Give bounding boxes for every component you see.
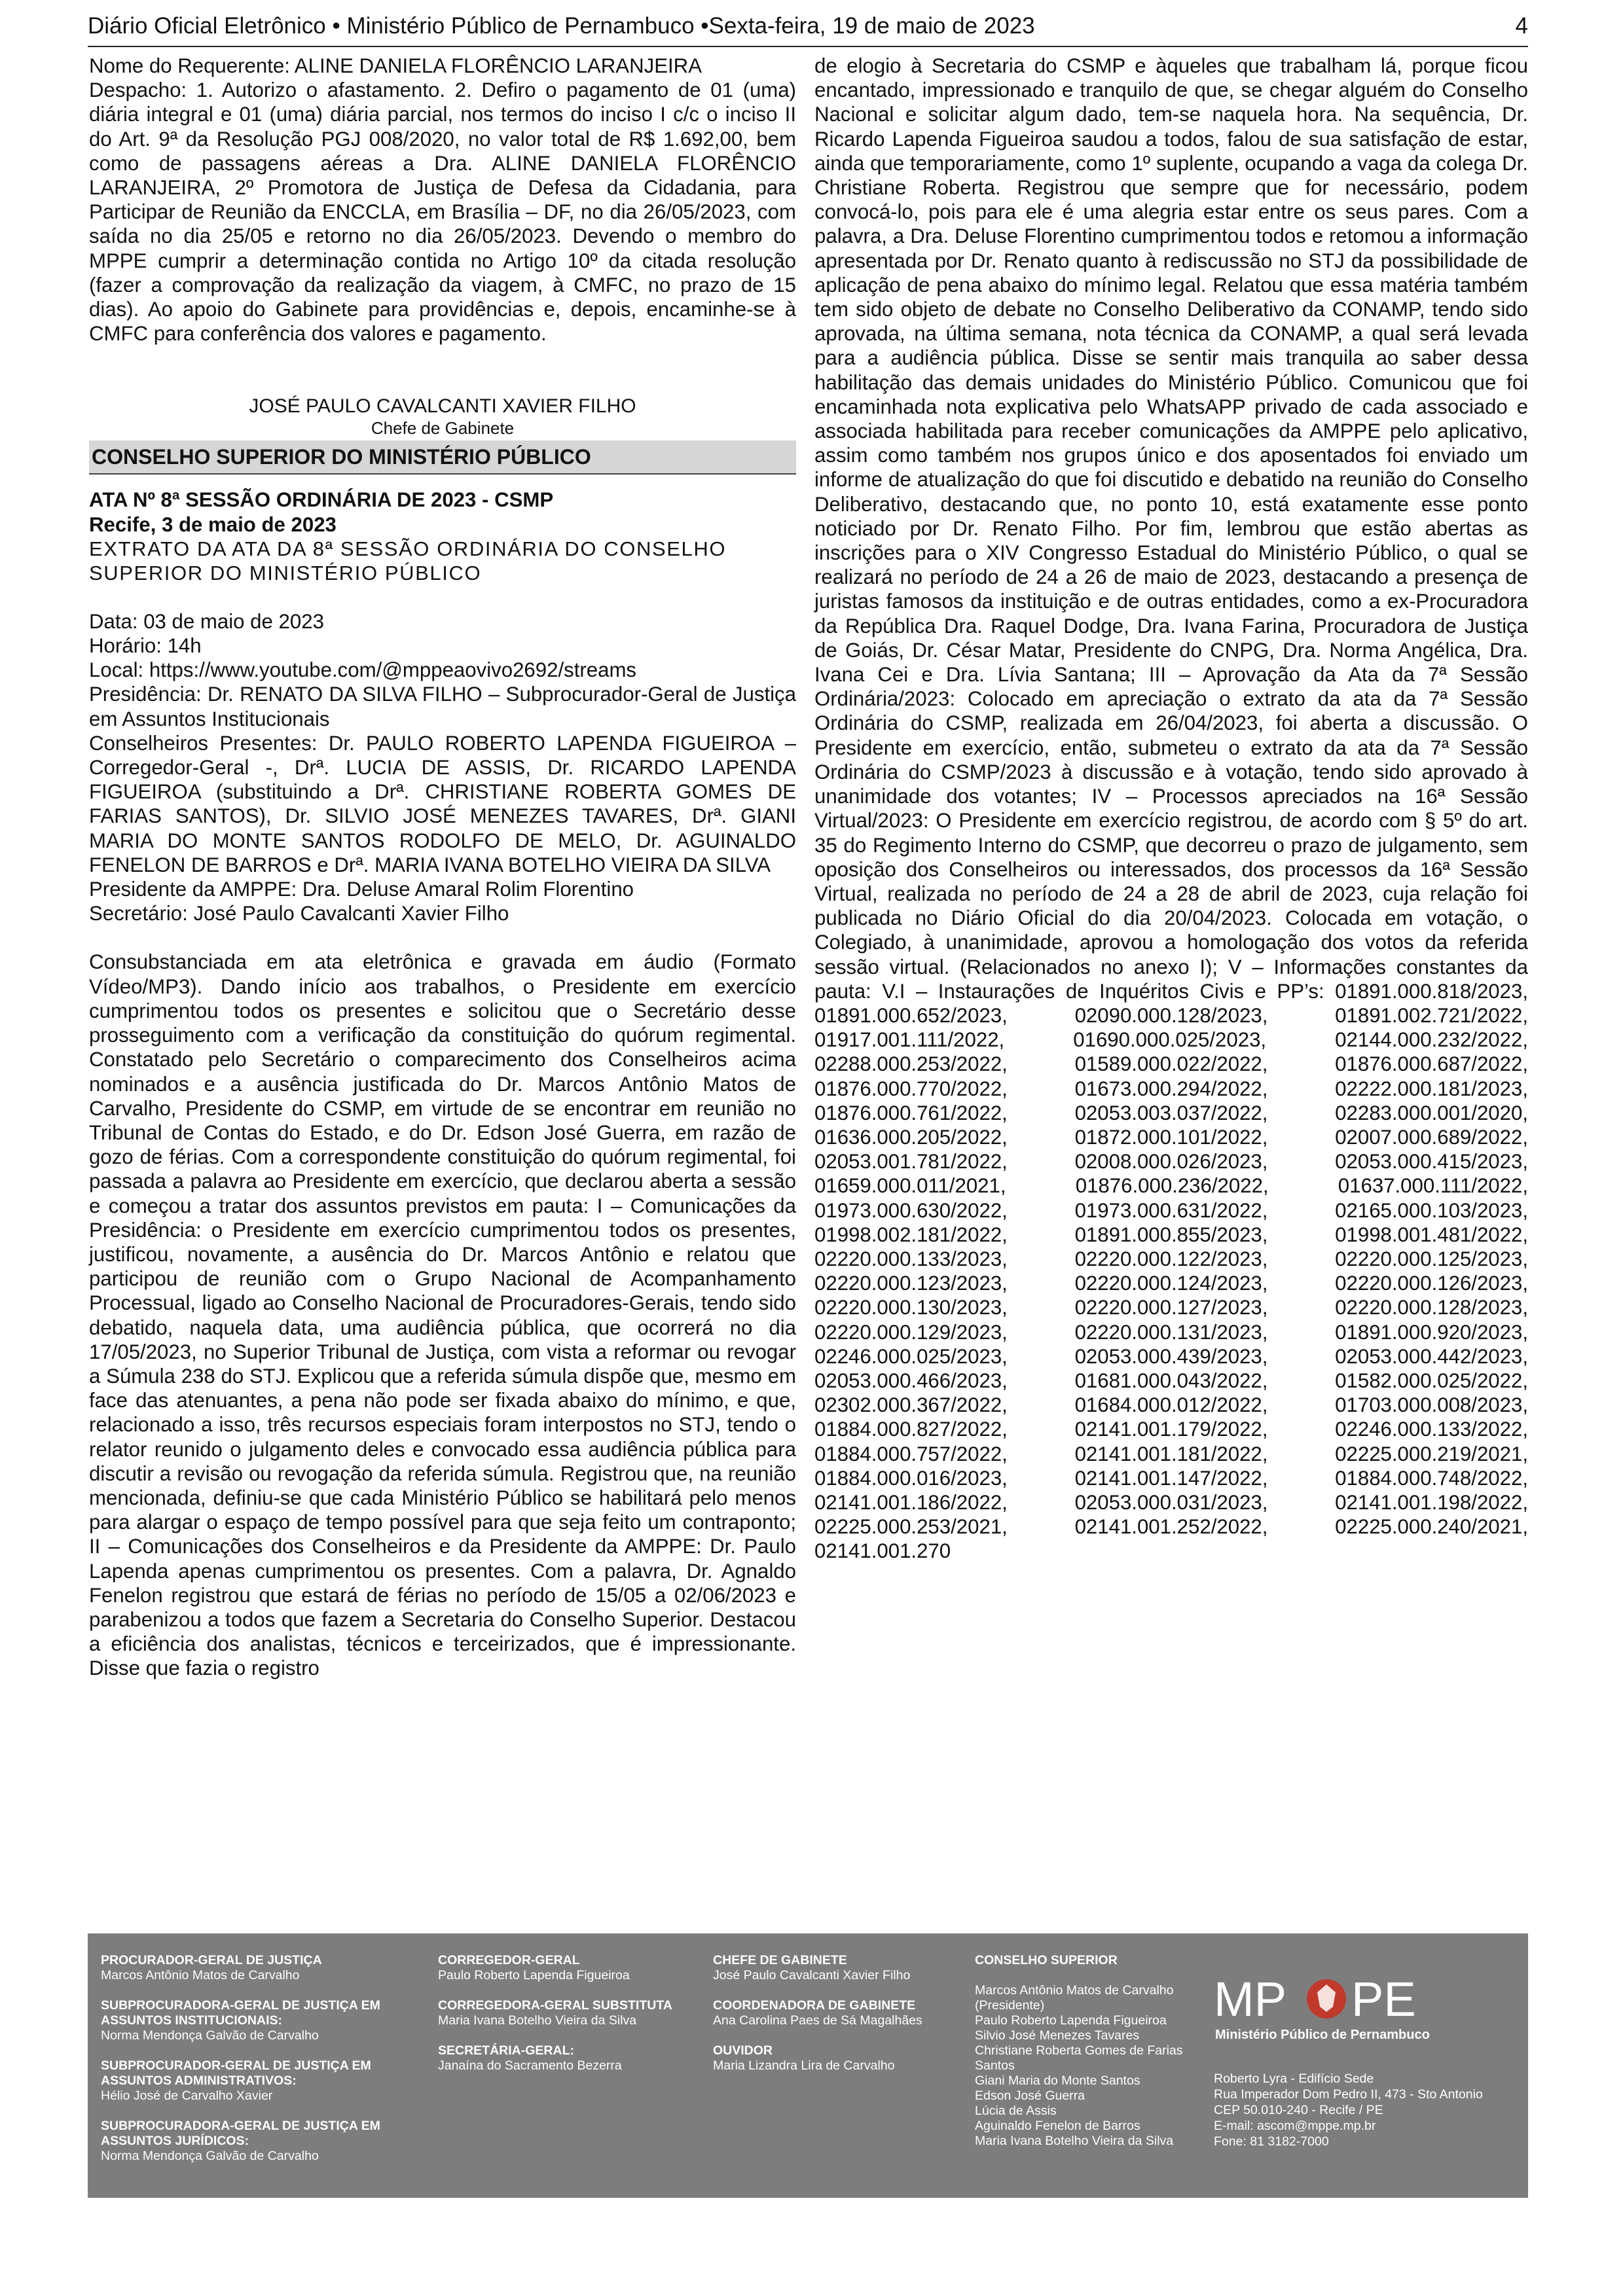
footer-role-title: SECRETÁRIA-GERAL: <box>438 2043 574 2058</box>
footer-person-name: Marcos Antônio Matos de Carvalho <box>101 1968 300 1982</box>
detail-secretary: Secretário: José Paulo Cavalcanti Xavier Filho <box>89 902 509 925</box>
right-column <box>814 54 1528 1564</box>
detail-presidency: Presidência: Dr. RENATO DA SILVA FILHO – Subprocurador-Geral de Justiça em Assuntos Institucionais <box>89 683 796 730</box>
section-title: CONSELHO SUPERIOR DO MINISTÉRIO PÚBLICO <box>89 440 796 475</box>
conselho-member-name: Maria Ivana Botelho Vieira da Silva <box>975 2134 1174 2148</box>
footer-person-name: Maria Lizandra Lira de Carvalho <box>713 2058 895 2073</box>
footer-role-title: CHEFE DE GABINETE <box>713 1953 847 1967</box>
footer-col-corregedoria <box>438 1953 700 2073</box>
footer-person-name: José Paulo Cavalcanti Xavier Filho <box>713 1968 911 1982</box>
mppe-logo-mark <box>1214 1973 1436 2025</box>
mppe-logo <box>1214 1973 1502 2043</box>
ata-title: ATA Nº 8ª SESSÃO ORDINÁRIA DE 2023 - CSMP <box>89 488 554 512</box>
footer-role-title: CORREGEDORA-GERAL SUBSTITUTA <box>438 1998 672 2013</box>
footer-person-name: Maria Ivana Botelho Vieira da Silva <box>438 2013 637 2028</box>
footer-role-title: SUBPROCURADORA-GERAL DE JUSTIÇA EM ASSUNTOS JURÍDICOS: <box>101 2119 380 2148</box>
address-cep: CEP 50.010-240 - Recife / PE <box>1214 2103 1383 2117</box>
conselho-member-name: Silvio José Menezes Tavares <box>975 2028 1140 2043</box>
logo-text-pe: PE <box>1351 1973 1416 2025</box>
signature-role: Chefe de Gabinete <box>371 418 515 439</box>
page-footer <box>88 1933 1528 2198</box>
page-header <box>88 9 1528 47</box>
logo-subtitle: Ministério Público de Pernambuco <box>1215 2028 1430 2042</box>
detail-councilors: Conselheiros Presentes: Dr. PAULO ROBERTO LAPENDA FIGUEIROA – Corregedor-Geral -, Drª. LUCIA DE ASSIS, Dr. RICARDO LAPENDA FIGUEIROA (substituindo a Drª. CHRISTIANE ROBERTA GOMES DE FARIAS SANTOS), Dr. SILVIO JOSÉ MENEZES TAVARES, Drª. GIANI MARIA DO MONTE SANTOS RODOLFO DE MELO, Dr. AGUINALDO FENELON DE BARROS e Drª. MARIA IVANA BOTELHO VIEIRA DA SILVA <box>89 731 796 876</box>
footer-role-title: SUBPROCURADOR-GERAL DE JUSTIÇA EM ASSUNTOS ADMINISTRATIVOS: <box>101 2058 371 2088</box>
conselho-members <box>975 1983 1211 2149</box>
footer-role-title: SUBPROCURADORA-GERAL DE JUSTIÇA EM ASSUNTOS INSTITUCIONAIS: <box>101 1998 380 2028</box>
footer-col-leadership <box>101 1953 409 2164</box>
conselho-member-name: Giani Maria do Monte Santos <box>975 2073 1140 2088</box>
footer-person-name: Norma Mendonça Galvão de Carvalho <box>101 2028 319 2043</box>
conselho-member-name: Edson José Guerra <box>975 2089 1085 2103</box>
address-building: Roberto Lyra - Edifício Sede <box>1214 2072 1374 2086</box>
conselho-member-name: (Presidente) <box>975 1998 1045 2013</box>
conselho-member-name: Christiane Roberta Gomes de Farias <box>975 2043 1183 2058</box>
footer-role-title: OUVIDOR <box>713 2043 773 2058</box>
ata-date: Recife, 3 de maio de 2023 <box>89 512 337 536</box>
address-phone: Fone: 81 3182-7000 <box>1214 2134 1329 2149</box>
footer-col-gabinete <box>713 1953 962 2073</box>
footer-address <box>1214 2071 1483 2149</box>
header-title: Diário Oficial Eletrônico • Ministério Público de Pernambuco •Sexta-feira, 19 de maio de 2023 <box>88 13 1035 39</box>
conselho-member-name: Santos <box>975 2058 1015 2073</box>
footer-person-name: Norma Mendonça Galvão de Carvalho <box>101 2149 319 2163</box>
conselho-member-name: Marcos Antônio Matos de Carvalho <box>975 1983 1174 1998</box>
left-column <box>89 54 796 1681</box>
requester-name: Nome do Requerente: ALINE DANIELA FLORÊNCIO LARANJEIRA <box>89 54 702 77</box>
minutes-body-right: de elogio à Secretaria do CSMP e àqueles que trabalham lá, porque ficou encantado, impressionado e tranquilo de que, se chegar alguém do Conselho Nacional e solicitar algum dado, tem-se naquela hora. Na sequência, Dr. Ricardo Lapenda Figueiroa saudou a todos, falou de sua satisfação de estar, ainda que temporariamente, como 1º suplente, ocupando a vaga da colega Dr. Christiane Roberta. Registrou que sempre que for necessário, podem convocá-lo, pois para ele é uma alegria estar entre os seus pares. Com a palavra, a Dra. Deluse Florentino cumprimentou todos e retomou a informação apresentada por Dr. Renato quanto à rediscussão no STJ da possibilidade de aplicação de pena abaixo do mínimo legal. Relatou que essa matéria também tem sido objeto de debate no Conselho Deliberativo da CONAMP, tendo sido aprovada, na última semana, nota técnica da CONAMP, a qual será levada para a audiência pública. Disse se sentir mais tranquila ao saber dessa habilitação das demais unidades do Ministério Público. Comunicou que foi encaminhada nota explicativa pelo WhatsAPP privado de cada associado e associada habilitada para receber comunicações da AMPPE pelo aplicativo, assim como também nos grupos único e dos aposentados foi enviado um informe de atualização do que foi discutido e debatido na reunião do Conselho Deliberativo, destacando que, no ponto 10, está exatamente esse ponto noticiado por Dr. Renato Filho. Por fim, lembrou que estão abertas as inscrições para o XIV Congresso Estadual do Ministério Público, o qual se realizará no período de 24 a 26 de maio de 2023, destacando a presença de juristas famosos da instituição e de outras entidades, como a ex-Procuradora da República Dra. Raquel Dodge, Dra. Ivana Farina, Procuradora de Justiça de Goiás, Dr. César Matar, Presidente do CNPG, Dra. Norma Angélica, Dra. Ivana Cei e Dra. Lívia Santana; III – Aprovação da Ata da 7ª Sessão Ordinária/2023: Colocado em apreciação o extrato da ata da 7ª Sessão Ordinária do CSMP, realizada em 26/04/2023, foi aberta a discussão. O Presidente em exercício, então, submeteu o extrato da ata da 7ª Sessão Ordinária do CSMP/2023 à discussão e à votação, tendo sido aprovado à unanimidade dos votantes; IV – Processos apreciados na 16ª Sessão Virtual/2023: O Presidente em exercício registrou, de acordo com § 5º do art. 35 do Regimento Interno do CSMP, que decorreu o prazo de julgamento, sem oposição dos Conselheiros ou interessados, dos processos da 16ª Sessão Virtual, realizada no período de 24 a 28 de abril de 2023, cuja relação foi publicada no Diário Oficial do dia 20/04/2023. Colocada em votação, o Colegiado, à unanimidade, aprovou a homologação dos votos da referida sessão virtual. (Relacionados no anexo I); V – Informações constantes da pauta: V.I – Instaurações de Inquéritos Civis e PP’s: 01891.000.818/2023, 01891.000.652/2023, 02090.000.128/2023, 01891.002.721/2022, 01917.001.111/2022, 01690.000.025/2023, 02144.000.232/2022, 02288.000.253/2022, 01589.000.022/2022, 01876.000.687/2022, 01876.000.770/2022, 01673.000.294/2022, 02222.000.181/2023, 01876.000.761/2022, 02053.003.037/2022, 02283.000.001/2020, 01636.000.205/2022, 01872.000.101/2022, 02007.000.689/2022, 02053.001.781/2022, 02008.000.026/2023, 02053.000.415/2023, 01659.000.011/2021, 01876.000.236/2022, 01637.000.111/2022, 01973.000.630/2022, 01973.000.631/2022, 02165.000.103/2023, 01998.002.181/2022, 01891.000.855/2023, 01998.001.481/2022, 02220.000.133/2023, 02220.000.122/2023, 02220.000.125/2023, 02220.000.123/2023, 02220.000.124/2023, 02220.000.126/2023, 02220.000.130/2023, 02220.000.127/2023, 02220.000.128/2023, 02220.000.129/2023, 02220.000.131/2023, 01891.000.920/2023, 02246.000.025/2023, 02053.000.439/2023, 02053.000.442/2023, 02053.000.466/2023, 01681.000.043/2022, 01582.000.025/2022, 02302.000.367/2022, 01684.000.012/2022, 01703.000.008/2023, 01884.000.827/2022, 02141.001.179/2022, 02246.000.133/2022, 01884.000.757/2022, 02141.001.181/2022, 02225.000.219/2021, 01884.000.016/2023, 02141.001.147/2022, 01884.000.748/2022, 02141.001.186/2022, 02053.000.031/2023, 02141.001.198/2022, 02225.000.253/2021, 02141.001.252/2022, 02225.000.240/2021, 02141.001.270 <box>814 54 1528 1563</box>
footer-role-title: PROCURADOR-GERAL DE JUSTIÇA <box>101 1953 322 1967</box>
signature-name: JOSÉ PAULO CAVALCANTI XAVIER FILHO <box>249 395 636 418</box>
footer-person-name: Ana Carolina Paes de Sá Magalhães <box>713 2013 922 2028</box>
detail-date: Data: 03 de maio de 2023 <box>89 609 324 633</box>
address-street: Rua Imperador Dom Pedro II, 473 - Sto Antonio <box>1214 2087 1483 2102</box>
page-number: 4 <box>1515 13 1528 39</box>
detail-amppe-president: Presidente da AMPPE: Dra. Deluse Amaral Rolim Florentino <box>89 878 634 901</box>
address-email[interactable]: E-mail: ascom@mppe.mp.br <box>1214 2119 1376 2133</box>
logo-text-mp: MP <box>1214 1973 1286 2025</box>
despacho-paragraph: Despacho: 1. Autorizo o afastamento. 2. Defiro o pagamento de 01 (uma) diária integral e 01 (uma) diária parcial, nos termos do inciso I c/c o inciso II do Art. 9ª da Resolução PGJ 008/2020, no valor total de R$ 1.692,00, bem como de passagens aéreas a Dra. ALINE DANIELA FLORÊNCIO LARANJEIRA, 2º Promotora de Justiça de Defesa da Cidadania, para Participar de Reunião da ENCCLA, em Brasília – DF, no dia 26/05/2023, com saída no dia 25/05 e retorno no dia 26/05/2023. Devendo o membro do MPPE cumprir a determinação contida no Artigo 10º da citada resolução (fazer a comprovação da realização da viagem, à CMFC, no prazo de 15 dias). Ao apoio do Gabinete para providências e, depois, encaminhe-se à CMFC para conferência dos valores e pagamento. <box>89 79 796 346</box>
detail-time: Horário: 14h <box>89 634 202 658</box>
minutes-body-left: Consubstanciada em ata eletrônica e gravada em áudio (Formato Vídeo/MP3). Dando início aos trabalhos, o Presidente em exercício cumprimentou todos os presentes e solicitou que o Secretário desse prosseguimento com a verificação da constituição do quórum regimental. Constatado pelo Secretário o comparecimento dos Conselheiros acima nominados e a ausência justificada do Dr. Marcos Antônio Matos de Carvalho, Presidente do CSMP, em virtude de se encontrar em reunião no Tribunal de Contas do Estado, e do Dr. Edson José Guerra, em razão de gozo de férias. Com a correspondente constituição do quórum regimental, foi passada a palavra ao Presidente em exercício, que declarou aberta a sessão e começou a tratar dos assuntos previstos em pauta: I – Comunicações da Presidência: o Presidente em exercício cumprimentou todos os presentes, justificou, novamente, a ausência do Dr. Marcos Antônio e relatou que participou de reunião com o Grupo Nacional de Acompanhamento Processual, ligado ao Conselho Nacional de Procuradores-Gerais, tendo sido debatido, naquela data, uma audiência pública, que ocorrerá no dia 17/05/2023, no Superior Tribunal de Justiça, com vista a reformar ou revogar a Súmula 238 do STJ. Explicou que a referida súmula dispõe que, mesmo em face das atenuantes, a pena não pode ser fixada abaixo do mínimo, e que, relacionado a isso, três recursos especiais foram interpostos no STJ, tendo o relator reunido o julgamento deles e convocado essa audiência pública para discutir a revisão ou revogação da referida súmula. Registrou que, na reunião mencionada, definiu-se que cada Ministério Público se habilitará pelo menos para alargar o espaço de tempo possível para que seja feito um contraponto; II – Comunicações dos Conselheiros e da Presidente da AMPPE: Dr. Paulo Lapenda apenas cumprimentou os presentes. Com a palavra, Dr. Agnaldo Fenelon registrou que estará de férias no período de 15/05 a 02/06/2023 e parabenizou a todos que fazem a Secretaria do Conselho Superior. Destacou a eficiência dos analistas, técnicos e terceirizados, que é impressionante. Disse que fazia o registro <box>89 950 796 1680</box>
footer-person-name: Janaína do Sacramento Bezerra <box>438 2058 622 2073</box>
detail-location-link[interactable]: Local: https://www.youtube.com/@mppeaovivo2692/streams <box>89 658 637 682</box>
extract-title: EXTRATO DA ATA DA 8ª SESSÃO ORDINÁRIA DO CONSELHO SUPERIOR DO MINISTÉRIO PÚBLICO <box>89 537 727 584</box>
conselho-title: CONSELHO SUPERIOR <box>975 1953 1118 1967</box>
conselho-member-name: Paulo Roberto Lapenda Figueiroa <box>975 2013 1167 2028</box>
footer-person-name: Hélio José de Carvalho Xavier <box>101 2089 273 2103</box>
footer-person-name: Paulo Roberto Lapenda Figueiroa <box>438 1968 630 1982</box>
footer-role-title: CORREGEDOR-GERAL <box>438 1953 580 1967</box>
conselho-member-name: Aguinaldo Fenelon de Barros <box>975 2119 1140 2133</box>
footer-role-title: COORDENADORA DE GABINETE <box>713 1998 916 2013</box>
footer-col-conselho <box>975 1953 1211 2149</box>
conselho-member-name: Lúcia de Assis <box>975 2104 1057 2118</box>
